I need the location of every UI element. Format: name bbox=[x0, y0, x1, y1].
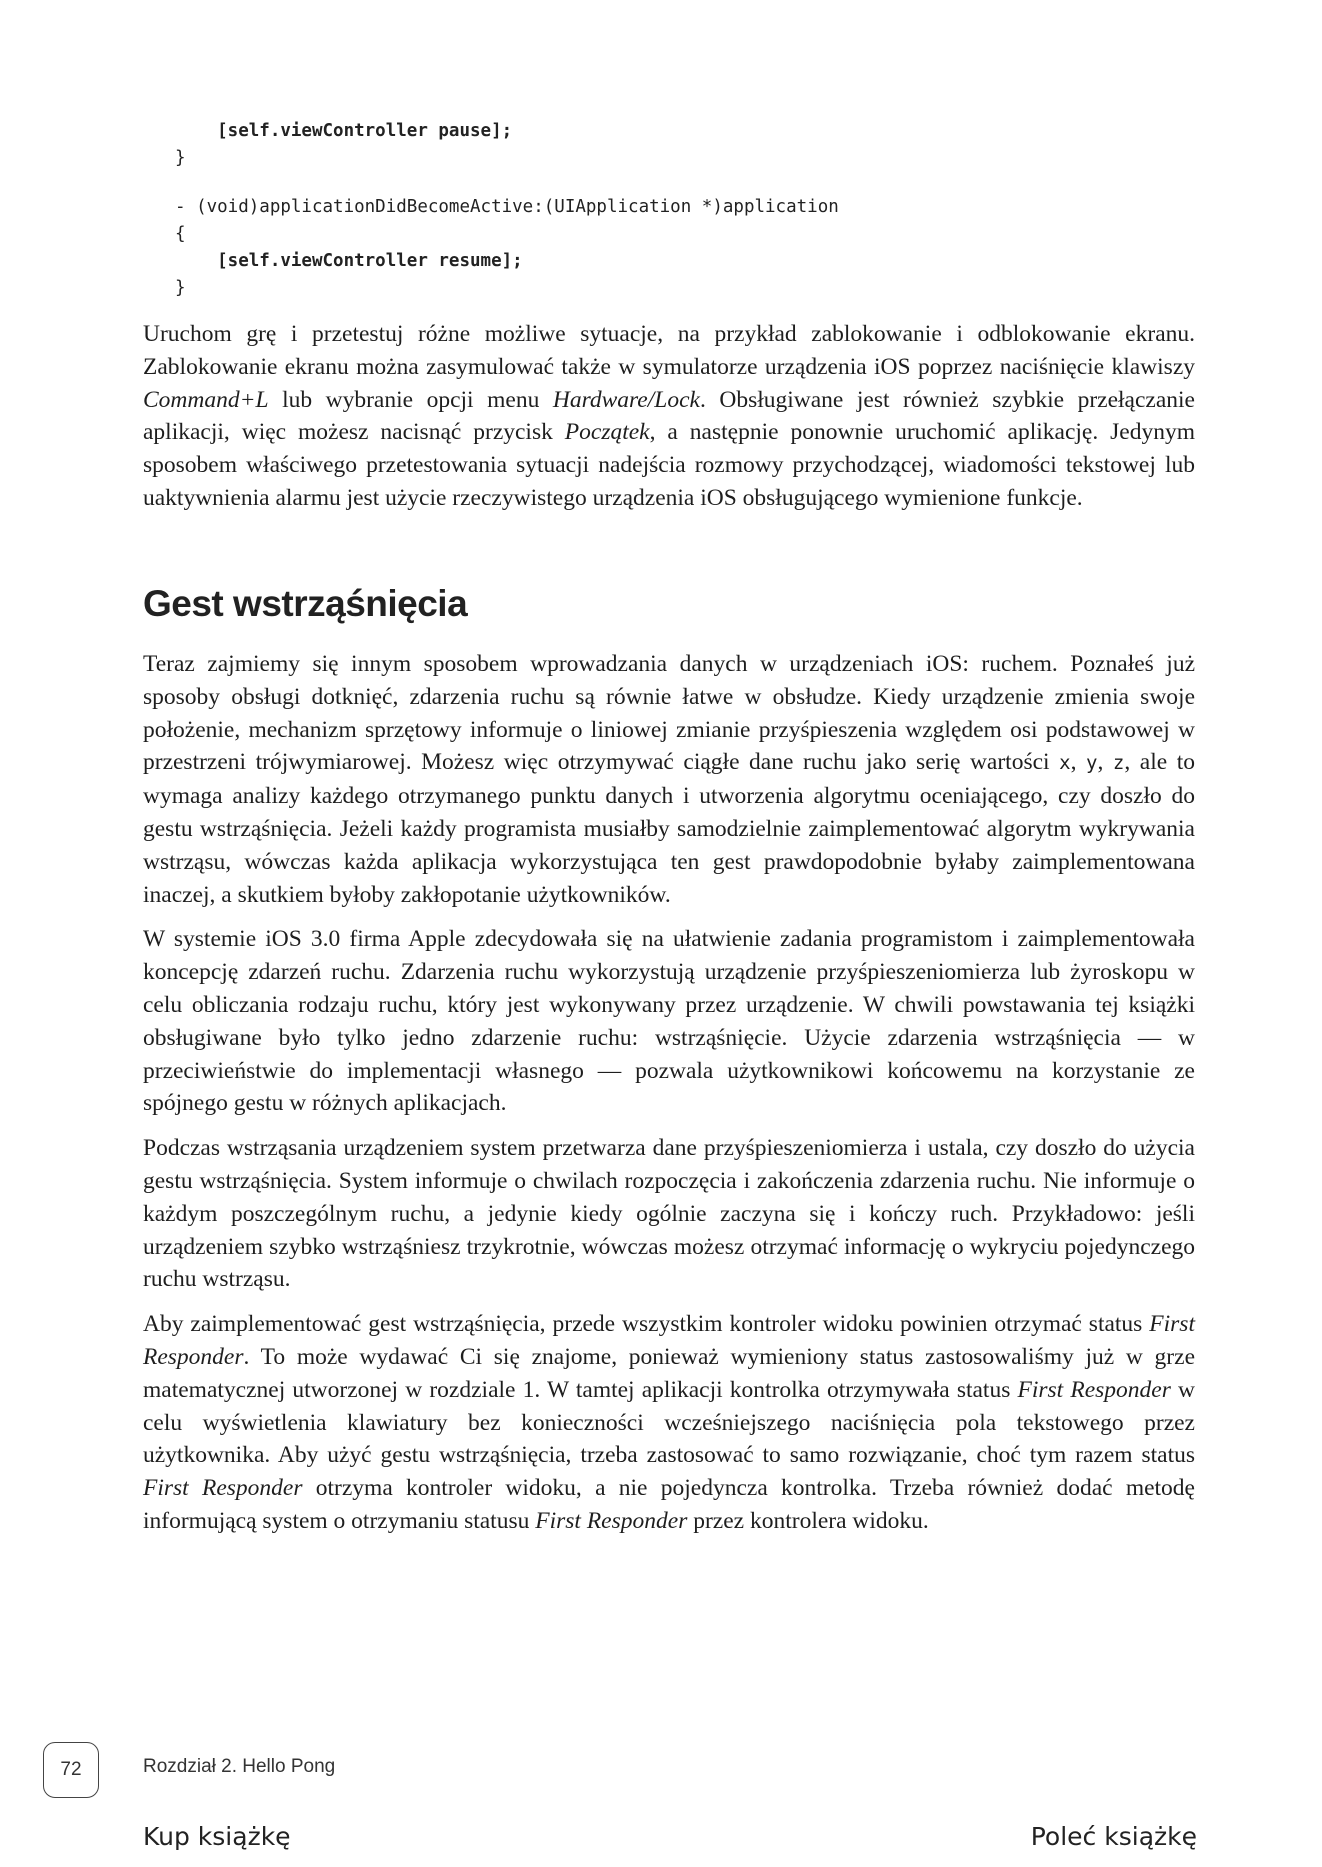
buy-book-link[interactable]: Kup książkę bbox=[143, 1822, 291, 1851]
code-listing bbox=[175, 118, 839, 302]
code-line: - (void)applicationDidBecomeActive:(UIApplication *)application bbox=[175, 197, 839, 217]
code-line: [self.viewController resume]; bbox=[175, 251, 523, 271]
code-line: { bbox=[175, 224, 186, 244]
code-line: } bbox=[175, 148, 186, 168]
paragraph: Aby zaimplementować gest wstrząśnięcia, przede wszystkim kontroler widoku powinien otrzymać status First Responder. To może wydawać Ci się znajome, ponieważ wymieniony status zastosowaliśmy już w grze matematycznej utworzonej w rozdziale 1. W tamtej aplikacji kontrolka otrzymywała status First Responder w celu wyświetlenia klawiatury bez konieczności wcześniejszego naciśnięcia pola tekstowego przez użytkownika. Aby użyć gestu wstrząśnięcia, trzeba zastosować to samo rozwiązanie, choć tym razem status First Responder otrzyma kontroler widoku, a nie pojedyncza kontrolka. Trzeba również dodać metodę informującą system o otrzymaniu statusu First Responder przez kontrolera widoku. bbox=[143, 1311, 1195, 1534]
code-blank-line bbox=[175, 172, 839, 194]
paragraph: Podczas wstrząsania urządzeniem system przetwarza dane przyśpieszeniomierza i ustala, czy doszło do użycia gestu wstrząśnięcia. System informuje o chwilach rozpoczęcia i zakończenia zdarzenia ruchu. Nie informuje o każdym poszczególnym ruchu, a jedynie kiedy ogólnie zaczyna się i kończy ruch. Przykładowo: jeśli urządzeniem szybko wstrząśniesz trzykrotnie, wówczas możesz otrzymać informację o wykryciu pojedynczego ruchu wstrząsu. bbox=[143, 1135, 1195, 1293]
code-line: } bbox=[175, 278, 186, 298]
intro-text bbox=[143, 318, 1195, 527]
code-line: [self.viewController pause]; bbox=[175, 121, 513, 141]
recommend-book-link[interactable]: Poleć książkę bbox=[1030, 1822, 1197, 1851]
paragraph: Uruchom grę i przetestuj różne możliwe sytuacje, na przykład zablokowanie i odblokowanie ekranu. Zablokowanie ekranu można zasymulować także w symulatorze urządzenia iOS poprzez naciśnięcie klawiszy Command+L lub wybranie opcji menu Hardware/Lock. Obsługiwane jest również szybkie przełączanie aplikacji, więc możesz nacisnąć przycisk Początek, a następnie ponownie uruchomić aplikację. Jedynym sposobem właściwego przetestowania sytuacji nadejścia rozmowy przychodzącej, wiadomości tekstowej lub uaktywnienia alarmu jest użycie rzeczywistego urządzenia iOS obsługującego wymienione funkcje. bbox=[143, 321, 1195, 511]
section-body bbox=[143, 648, 1195, 1550]
chapter-title: Rozdział 2. Hello Pong bbox=[143, 1756, 336, 1777]
page-number: 72 bbox=[43, 1742, 99, 1798]
paragraph: Teraz zajmiemy się innym sposobem wprowadzania danych w urządzeniach iOS: ruchem. Poznałeś już sposoby obsługi dotknięć, zdarzenia ruchu są równie łatwe w obsłudze. Kiedy urządzenie zmienia swoje położenie, mechanizm sprzętowy informuje o liniowej zmianie przyśpieszenia względem osi podstawowej w przestrzeni trójwymiarowej. Możesz więc otrzymywać ciągłe dane ruchu jako serię wartości x, y, z, ale to wymaga analizy każdego otrzymanego punktu danych i utworzenia algorytmu oceniającego, czy doszło do gestu wstrząśnięcia. Jeżeli każdy programista musiałby samodzielnie zaimplementować algorytm wykrywania wstrząsu, wówczas każda aplikacja wykorzystująca ten gest prawdopodobnie byłaby zaimplementowana inaczej, a skutkiem byłoby zakłopotanie użytkowników. bbox=[143, 651, 1196, 908]
paragraph: W systemie iOS 3.0 firma Apple zdecydowała się na ułatwienie zadania programistom i zaimplementowała koncepcję zdarzeń ruchu. Zdarzenia ruchu wykorzystują urządzenie przyśpieszeniomierza lub żyroskopu w celu obliczania rodzaju ruchu, który jest wykonywany przez urządzenie. W chwili powstawania tej książki obsługiwane było tylko jedno zdarzenie ruchu: wstrząśnięcie. Użycie zdarzenia wstrząśnięcia — w przeciwieństwie do implementacji własnego — pozwala użytkownikowi końcowemu na korzystanie ze spójnego gestu w różnych aplikacjach. bbox=[143, 926, 1195, 1117]
section-heading: Gest wstrząśnięcia bbox=[143, 583, 468, 624]
